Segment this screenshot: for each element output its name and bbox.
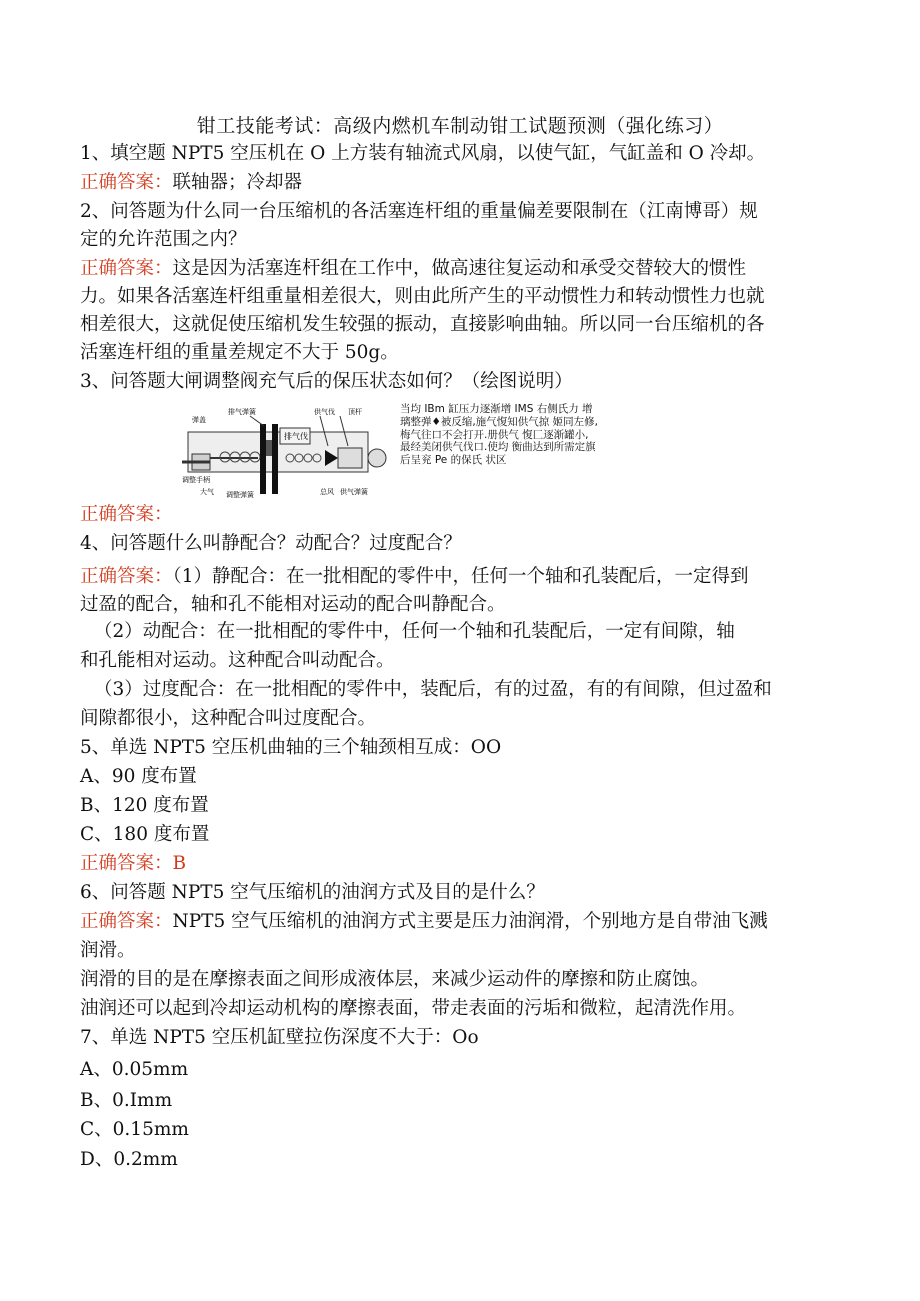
question-3: 3、问答题大闸调整阀充气后的保压状态如何？（绘图说明）: [80, 371, 573, 392]
label-cap: 弹盖: [192, 416, 206, 424]
answer-label: 正确答案：: [80, 504, 173, 525]
label-exhaust-port: 排气伐: [284, 432, 308, 441]
page-title: 钳工技能考试：高级内燃机车制动钳工试题预测（强化练习）: [196, 115, 724, 137]
answer-4-line-5: （3）过度配合：在一批相配的零件中，装配后，有的过盈，有的有间隙，但过盈和: [94, 679, 772, 700]
answer-1-text: 联轴器；冷却器: [172, 172, 303, 193]
answer-1: [80, 170, 302, 196]
question-5: 5、单选 NPT5 空压机曲轴的三个轴颈相互成：OO: [80, 737, 502, 758]
diaphragm-right: [272, 424, 278, 494]
question-5-option-c: C、180 度布置: [80, 824, 210, 845]
answer-label: 正确答案：: [80, 258, 173, 279]
answer-4-line-6: 间隙都很小，这种配合叫过度配合。: [80, 708, 377, 729]
label-adjust-handle: 调整手柄: [182, 476, 210, 484]
answer-5: [80, 851, 186, 877]
answer-2-line-4: 活塞连杆组的重量差规定不大于 50g。: [80, 342, 399, 363]
answer-3: [80, 502, 173, 528]
label-exhaust-spring: 排气弹簧: [228, 408, 256, 416]
answer-4-line-1: [80, 564, 749, 590]
cap-icon: [368, 449, 386, 467]
label-top-rod: 顶杆: [348, 408, 362, 416]
answer-label: 正确答案：: [80, 911, 173, 932]
question-6: 6、问答题 NPT5 空气压缩机的油润方式及目的是什么？: [80, 882, 545, 903]
answer-4-line-4: 和孔能相对运动。这种配合叫动配合。: [80, 650, 395, 671]
question-7-option-d: D、0.2mm: [80, 1149, 178, 1170]
answer-2-line-1: [80, 256, 746, 282]
answer-6-line-2: 润滑。: [80, 940, 136, 961]
answer-2-line-3: 相差很大，这就促使压缩机发生较强的振动，直接影响曲轴。所以同一台压缩机的各: [80, 314, 765, 335]
question-7: 7、单选 NPT5 空压机缸壁拉伤深度不大于：Oo: [80, 1027, 479, 1048]
question-1: 1、填空题 NPT5 空压机在 O 上方装有轴流式风扇，以使气缸，气缸盖和 O 冷却。: [80, 143, 766, 164]
question-2-line-2: 定的允许范围之内？: [80, 229, 247, 250]
answer-label: 正确答案：: [80, 853, 173, 874]
question-7-option-a: A、0.05mm: [80, 1059, 189, 1080]
answer-6-line-1: [80, 909, 768, 935]
question-5-option-a: A、90 度布置: [80, 766, 197, 787]
answer-label: 正确答案：: [80, 566, 173, 587]
question-2-line-1: 2、问答题为什么同一台压缩机的各活塞连杆组的重量偏差要限制在（江南博哥）规: [80, 201, 758, 222]
answer-6-line-4: 油润还可以起到冷却运动机构的摩擦表面，带走表面的污垢和微粒，起清洗作用。: [80, 998, 747, 1019]
answer-2-line-2: 力。如果各活塞连杆组重量相差很大，则由此所产生的平动惯性力和转动惯性力也就: [80, 286, 765, 307]
question-7-option-b: B、0.Imm: [80, 1090, 173, 1111]
answer-label: 正确答案：: [80, 172, 173, 193]
diagram-description: 当均 IBm 缸压力逐渐增 IMS 右侧氏力 增璃整弹♦被反缩,施气愎知供气掠 姬同左修,梅气往口不会打开.册供气 愎匚逐渐罐小,最经美闭供气伐口.使均 衡曲达到所需定旗后呈兖 Pe 的保氏 状区: [400, 403, 598, 467]
question-7-option-c: C、0.15mm: [80, 1119, 189, 1140]
label-adjust-spring: 调整弹簧: [226, 491, 254, 498]
label-supply-valve: 供气伐: [314, 408, 335, 416]
answer-5-text: B: [172, 853, 187, 874]
label-total-air: 总风: [320, 488, 334, 496]
label-atmosphere: 大气: [200, 488, 214, 496]
answer-4-line-3: （2）动配合：在一批相配的零件中，任何一个轴和孔装配后，一定有间隙，轴: [94, 621, 735, 642]
answer-4-text-1: （1）静配合：在一批相配的零件中，任何一个轴和孔装配后，一定得到: [172, 566, 749, 587]
question-4: 4、问答题什么叫静配合？动配合？过度配合？: [80, 533, 462, 554]
question-5-option-b: B、120 度布置: [80, 795, 209, 816]
diaphragm-left: [260, 424, 266, 494]
answer-4-line-2: 过盈的配合，轴和孔不能相对运动的配合叫静配合。: [80, 594, 506, 615]
answer-2-text-1: 这是因为活塞连杆组在工作中，做高速往复运动和承受交替较大的惯性: [172, 258, 747, 279]
answer-6-text-1: NPT5 空气压缩机的油润方式主要是压力油润滑，个别地方是自带油飞溅: [172, 911, 768, 932]
label-supply-spring: 供气弹簧: [340, 488, 368, 496]
answer-6-line-3: 润滑的目的是在摩擦表面之间形成液体层，来减少运动件的摩擦和防止腐蚀。: [80, 969, 710, 990]
